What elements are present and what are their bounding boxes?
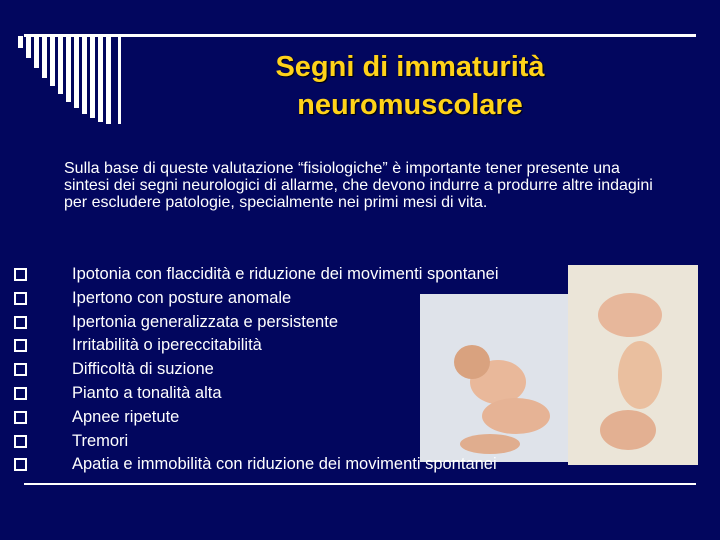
list-item xyxy=(14,382,654,406)
list-item-text: Ipotonia con flaccidità e riduzione dei movimenti spontanei xyxy=(72,265,499,283)
list-item xyxy=(14,263,654,287)
hollow-square-bullet-icon xyxy=(14,316,27,329)
title-line-2: neuromuscolare xyxy=(297,89,523,121)
hollow-square-bullet-icon xyxy=(14,292,27,305)
hollow-square-bullet-icon xyxy=(14,363,27,376)
hollow-square-bullet-icon xyxy=(14,435,27,448)
list-item-text: Tremori xyxy=(72,431,129,450)
vertical-divider xyxy=(118,34,121,124)
list-item-text: Ipertonia generalizzata e persistente xyxy=(72,312,338,331)
list-item xyxy=(14,287,654,311)
bottom-divider xyxy=(24,483,696,485)
list-item-text: Apnee ripetute xyxy=(72,407,180,426)
hollow-square-bullet-icon xyxy=(14,411,27,424)
hollow-square-bullet-icon xyxy=(14,458,27,471)
list-item xyxy=(14,453,654,477)
list-item-text: Pianto a tonalità alta xyxy=(72,383,222,402)
hollow-square-bullet-icon xyxy=(14,387,27,400)
list-item xyxy=(14,406,654,430)
list-item xyxy=(14,334,654,358)
top-divider xyxy=(24,34,696,37)
list-item xyxy=(14,430,654,454)
list-item xyxy=(14,311,654,335)
vertical-stripes-decoration xyxy=(16,36,126,126)
list-item-text: Ipertono con posture anomale xyxy=(72,288,292,307)
hollow-square-bullet-icon xyxy=(14,268,27,281)
slide-title xyxy=(150,48,670,124)
list-item-text: Irritabilità o ipereccitabilità xyxy=(72,336,262,355)
title-line-1: Segni di immaturità xyxy=(275,51,545,83)
intro-paragraph: Sulla base di queste valutazione “fisiologiche” è importante tener presente una sintesi dei segni neurologici di allarme, che devono indurre a produrre altre indagini per escludere patologie, specialmente nei primi mesi di vita. xyxy=(64,160,653,211)
warning-signs-list xyxy=(14,263,654,477)
list-item-text: Apatia e immobilità con riduzione dei movimenti spontanei xyxy=(72,455,497,474)
list-item-text: Difficoltà di suzione xyxy=(72,360,214,379)
hollow-square-bullet-icon xyxy=(14,339,27,352)
list-item xyxy=(14,358,654,382)
